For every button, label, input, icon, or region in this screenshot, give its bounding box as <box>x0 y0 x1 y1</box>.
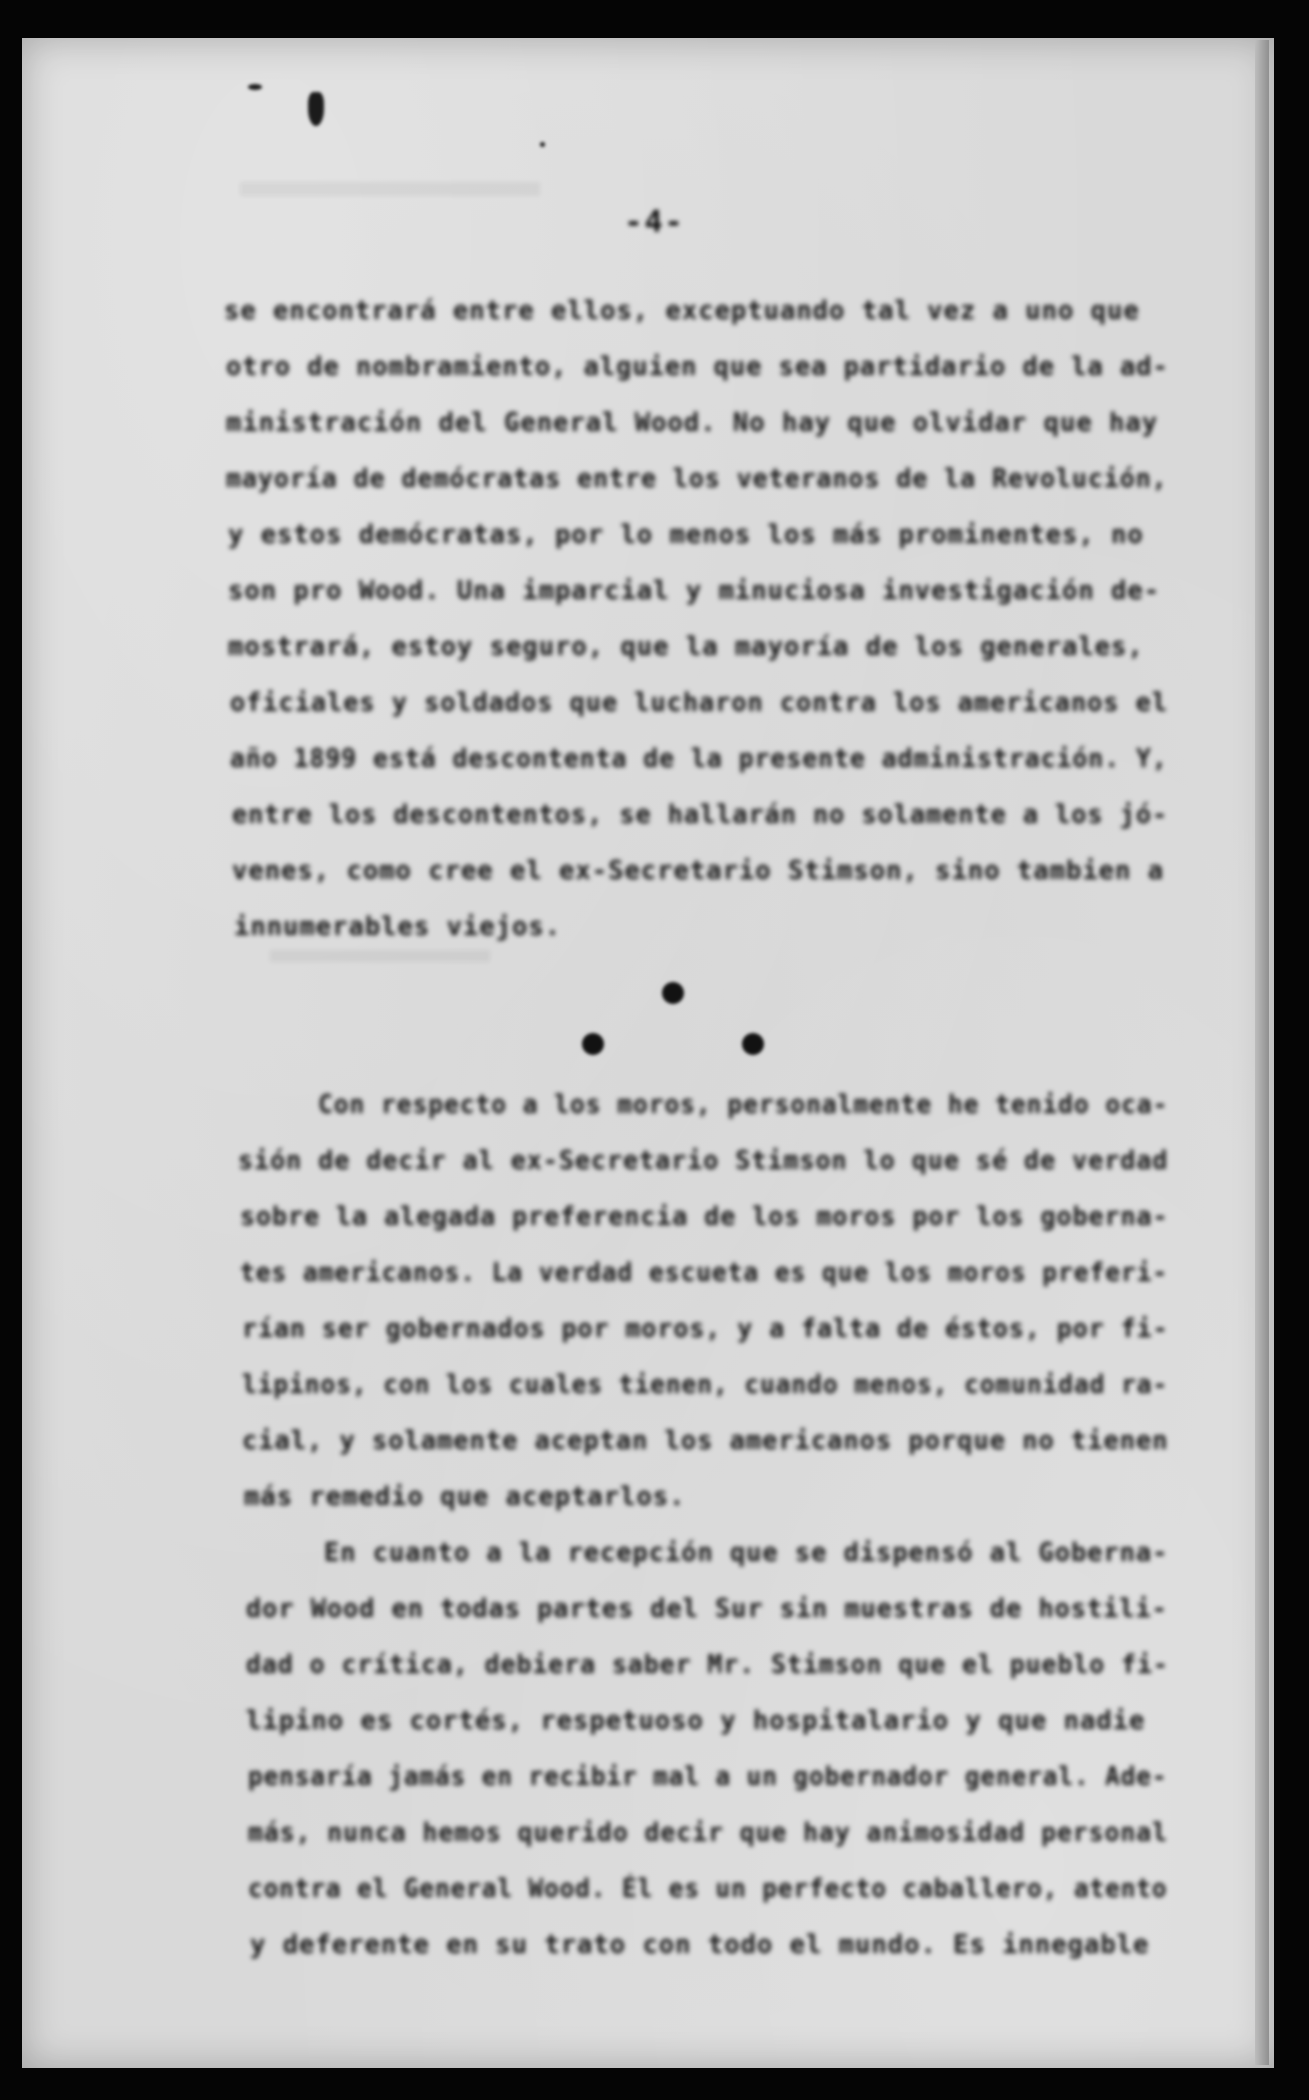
text-line: contra el General Wood. Él es un perfecto caballero, atento <box>248 1874 1168 1904</box>
text-line: innumerables viejos. <box>234 912 562 942</box>
separator-dot <box>662 982 684 1004</box>
ink-speck <box>540 142 545 147</box>
text-line: cial, y solamente aceptan los americanos porque no tienen <box>242 1426 1169 1456</box>
text-line: más, nunca hemos querido decir que hay animosidad personal <box>248 1818 1168 1848</box>
text-line: Con respecto a los moros, personalmente he tenido oca- <box>318 1090 1169 1120</box>
text-line: mayoría de demócratas entre los veteranos de la Revolución, <box>226 464 1168 494</box>
text-line: sión de decir al ex-Secretario Stimson lo que sé de verdad <box>238 1146 1169 1176</box>
text-line: entre los descontentos, se hallarán no solamente a los jó- <box>232 800 1169 830</box>
text-line: rían ser gobernados por moros, y a falta de éstos, por fi- <box>242 1314 1169 1344</box>
ink-speck <box>248 84 262 90</box>
text-line: venes, como cree el ex-Secretario Stimson, sino tambien a <box>232 856 1165 886</box>
text-line: año 1899 está descontenta de la presente administración. Y, <box>230 744 1168 774</box>
page-number: -4- <box>624 205 685 240</box>
text-line: y deferente en su trato con todo el mundo. Es innegable <box>250 1930 1150 1960</box>
separator-dot <box>742 1033 764 1055</box>
text-line: y estos demócratas, por lo menos los más prominentes, no <box>228 520 1144 550</box>
bleed-through <box>240 182 540 196</box>
text-line: oficiales y soldados que lucharon contra los americanos el <box>230 688 1169 718</box>
page-edge <box>1255 40 1269 2065</box>
ink-smudge <box>308 92 324 126</box>
separator-dot <box>582 1033 604 1055</box>
text-line: tes americanos. La verdad escueta es que los moros preferi- <box>240 1258 1169 1288</box>
text-line: dor Wood en todas partes del Sur sin muestras de hostili- <box>246 1594 1168 1624</box>
text-line: dad o crítica, debiera saber Mr. Stimson que el pueblo fi- <box>246 1650 1169 1680</box>
text-line: más remedio que aceptarlos. <box>244 1482 686 1512</box>
text-line: pensaría jamás en recibir mal a un gobernador general. Ade- <box>248 1762 1168 1792</box>
text-line: ministración del General Wood. No hay que olvidar que hay <box>226 408 1159 438</box>
text-line: lipino es cortés, respetuoso y hospitalario y que nadie <box>246 1706 1146 1736</box>
text-line: otro de nombramiento, alguien que sea partidario de la ad- <box>226 352 1169 382</box>
text-line: lipinos, con los cuales tienen, cuando menos, comunidad ra- <box>242 1370 1169 1400</box>
text-line: En cuanto a la recepción que se dispensó al Goberna- <box>324 1538 1169 1568</box>
text-line: se encontrará entre ellos, exceptuando tal vez a uno que <box>224 296 1140 326</box>
text-line: sobre la alegada preferencia de los moros por los goberna- <box>240 1202 1169 1232</box>
text-line: mostrará, estoy seguro, que la mayoría de los generales, <box>228 632 1144 662</box>
bleed-through <box>270 950 490 962</box>
text-line: son pro Wood. Una imparcial y minuciosa investigación de- <box>228 576 1161 606</box>
